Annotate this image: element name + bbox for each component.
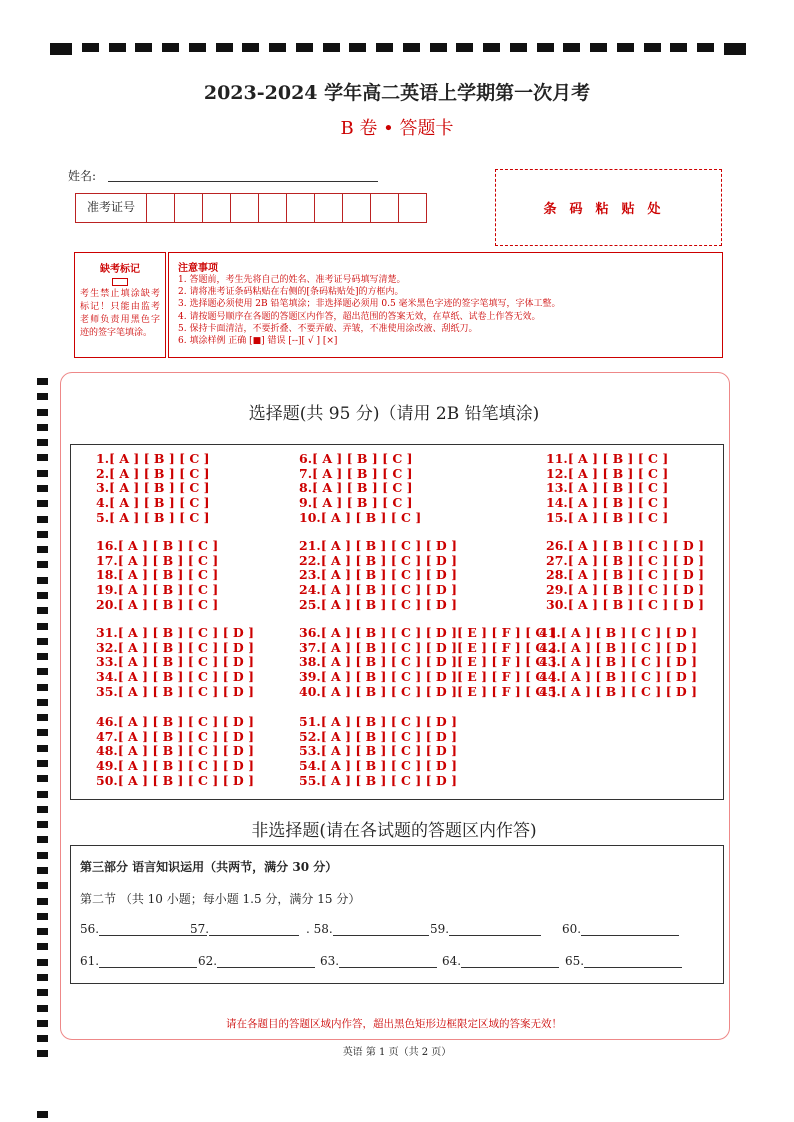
timing-mark: [510, 43, 527, 52]
timing-mark: [37, 867, 48, 874]
timing-mark: [644, 43, 661, 52]
timing-mark: [37, 516, 48, 523]
left-timing-marks: [37, 378, 48, 1058]
timing-mark: [617, 43, 634, 52]
choice-item[interactable]: 46.[ A ] [ B ] [ C ] [ D ]: [96, 714, 254, 729]
choice-item[interactable]: 38.[ A ] [ B ] [ C ] [ D ][ E ] [ F ] [ G ]: [299, 654, 557, 670]
timing-mark: [37, 531, 48, 538]
name-field[interactable]: [108, 181, 378, 182]
choice-section-title: 选择题(共 95 分)（请用 2B 铅笔填涂): [248, 404, 540, 424]
answer-blank[interactable]: [430, 922, 541, 936]
choice-item[interactable]: 2.[ A ] [ B ] [ C ]: [96, 465, 210, 481]
choice-item[interactable]: 50.[ A ] [ B ] [ C ] [ D ]: [96, 772, 254, 788]
top-timing-marks: [50, 43, 746, 55]
timing-mark: [37, 623, 48, 630]
timing-mark: [82, 43, 99, 52]
exam-number-cell[interactable]: [175, 194, 203, 222]
timing-mark: [37, 775, 48, 782]
timing-mark: [269, 43, 286, 52]
exam-number-cell[interactable]: [203, 194, 231, 222]
timing-mark: [37, 561, 48, 568]
blank-number: 65.: [565, 954, 585, 968]
blank-number: 60.: [562, 922, 582, 936]
timing-mark: [37, 745, 48, 752]
absent-checkbox[interactable]: [112, 278, 128, 286]
choice-item[interactable]: 49.[ A ] [ B ] [ C ] [ D ]: [96, 758, 254, 774]
page-title: 2023-2024 学年高二英语上学期第一次月考: [203, 82, 591, 104]
timing-mark: [376, 43, 393, 52]
choice-item[interactable]: 43.[ A ] [ B ] [ C ] [ D ]: [539, 654, 697, 670]
choice-item[interactable]: 18.[ A ] [ B ] [ C ]: [96, 567, 219, 583]
choice-item[interactable]: 1.[ A ] [ B ] [ C ]: [96, 451, 210, 466]
timing-mark: [37, 393, 48, 400]
timing-mark: [37, 454, 48, 461]
choice-item[interactable]: 52.[ A ] [ B ] [ C ] [ D ]: [299, 728, 457, 744]
blank-line[interactable]: [339, 955, 437, 968]
timing-mark: [37, 882, 48, 889]
choice-item[interactable]: 30.[ A ] [ B ] [ C ] [ D ]: [546, 596, 704, 612]
timing-mark: [37, 943, 48, 950]
choice-item[interactable]: 31.[ A ] [ B ] [ C ] [ D ]: [96, 625, 254, 640]
page-subtitle: B 卷 • 答题卡: [340, 118, 454, 139]
absent-title: 缺考标记: [100, 264, 140, 275]
absent-mark-box: [74, 252, 166, 358]
choice-item[interactable]: 24.[ A ] [ B ] [ C ] [ D ]: [299, 582, 457, 598]
timing-mark: [37, 500, 48, 507]
choice-item[interactable]: 42.[ A ] [ B ] [ C ] [ D ]: [539, 639, 697, 655]
choice-group: [546, 539, 704, 613]
choice-item[interactable]: 16.[ A ] [ B ] [ C ]: [96, 538, 219, 553]
blank-number: 56.: [80, 922, 100, 936]
answer-blank[interactable]: [198, 954, 315, 968]
choice-item[interactable]: 34.[ A ] [ B ] [ C ] [ D ]: [96, 669, 254, 685]
timing-mark: [189, 43, 206, 52]
note-item: 3. 选择题必须使用 2B 铅笔填涂；非选择题必须用 0.5 毫米黑色字迹的签字笔填写，字体工整。: [178, 299, 561, 310]
timing-mark: [563, 43, 580, 52]
answer-blank[interactable]: [562, 922, 679, 936]
answer-blank[interactable]: [190, 922, 299, 936]
choice-group: [96, 452, 210, 526]
choice-item[interactable]: 33.[ A ] [ B ] [ C ] [ D ]: [96, 654, 254, 670]
timing-mark: [37, 714, 48, 721]
choice-item[interactable]: 22.[ A ] [ B ] [ C ] [ D ]: [299, 552, 457, 568]
timing-mark: [37, 699, 48, 706]
timing-mark: [216, 43, 233, 52]
blank-line[interactable]: [581, 923, 679, 936]
exam-number-label: 准考证号: [76, 194, 147, 222]
answer-blank[interactable]: [442, 954, 559, 968]
timing-mark: [37, 821, 48, 828]
choice-item[interactable]: 36.[ A ] [ B ] [ C ] [ D ][ E ] [ F ] [ G ]: [299, 625, 557, 640]
exam-number-cell[interactable]: [231, 194, 259, 222]
timing-mark: [483, 43, 500, 52]
answer-blank[interactable]: [306, 922, 429, 936]
choice-item[interactable]: 55.[ A ] [ B ] [ C ] [ D ]: [299, 772, 457, 788]
timing-mark: [135, 43, 152, 52]
choice-group: [96, 626, 254, 700]
note-item: 6. 填涂样例 正确 [■] 错误 [--][ √ ] [×]: [178, 336, 338, 347]
timing-mark: [37, 378, 48, 385]
blank-number: 64.: [442, 954, 462, 968]
blank-number: . 58.: [306, 922, 333, 936]
choice-item[interactable]: 6.[ A ] [ B ] [ C ]: [299, 451, 413, 466]
timing-mark: [37, 668, 48, 675]
notes-title: 注意事项: [178, 263, 218, 274]
choice-item[interactable]: 53.[ A ] [ B ] [ C ] [ D ]: [299, 743, 457, 759]
choice-item[interactable]: 28.[ A ] [ B ] [ C ] [ D ]: [546, 567, 704, 583]
exam-number-cell[interactable]: [343, 194, 371, 222]
timing-mark: [37, 791, 48, 798]
choice-item[interactable]: 35.[ A ] [ B ] [ C ] [ D ]: [96, 683, 254, 699]
choice-item[interactable]: 32.[ A ] [ B ] [ C ] [ D ]: [96, 639, 254, 655]
choice-item[interactable]: 12.[ A ] [ B ] [ C ]: [546, 465, 669, 481]
timing-mark: [37, 989, 48, 996]
note-item: 1. 答题前，考生先将自己的姓名、准考证号码填写清楚。: [178, 275, 406, 285]
bottom-timing-mark: [37, 1111, 48, 1118]
choice-item[interactable]: 48.[ A ] [ B ] [ C ] [ D ]: [96, 743, 254, 759]
timing-mark: [37, 729, 48, 736]
timing-mark: [37, 928, 48, 935]
blank-number: 61.: [80, 954, 100, 968]
timing-mark: [37, 913, 48, 920]
timing-mark: [50, 43, 72, 55]
choice-item[interactable]: 25.[ A ] [ B ] [ C ] [ D ]: [299, 596, 457, 612]
blank-line[interactable]: [449, 923, 541, 936]
timing-mark: [724, 43, 746, 55]
answer-blank[interactable]: [320, 954, 437, 968]
choice-item[interactable]: 44.[ A ] [ B ] [ C ] [ D ]: [539, 669, 697, 685]
blank-number: 62.: [198, 954, 218, 968]
choice-item[interactable]: 11.[ A ] [ B ] [ C ]: [546, 451, 669, 466]
exam-number-cell[interactable]: [287, 194, 315, 222]
timing-mark: [37, 974, 48, 981]
blank-line[interactable]: [217, 955, 315, 968]
timing-mark: [37, 653, 48, 660]
choice-item[interactable]: 14.[ A ] [ B ] [ C ]: [546, 495, 669, 511]
exam-number-cell[interactable]: [147, 194, 175, 222]
timing-mark: [37, 684, 48, 691]
choice-group: [539, 626, 697, 700]
timing-mark: [37, 424, 48, 431]
choice-group: [299, 626, 556, 700]
choice-group: [96, 715, 254, 789]
timing-mark: [349, 43, 366, 52]
timing-mark: [37, 1035, 48, 1042]
choice-item[interactable]: 17.[ A ] [ B ] [ C ]: [96, 552, 219, 568]
blank-number: 63.: [320, 954, 340, 968]
choice-item[interactable]: 40.[ A ] [ B ] [ C ] [ D ][ E ] [ F ] [ G ]: [299, 683, 557, 699]
timing-mark: [242, 43, 259, 52]
choice-item[interactable]: 23.[ A ] [ B ] [ C ] [ D ]: [299, 567, 457, 583]
name-label: 姓名:: [68, 169, 97, 183]
choice-group: [96, 539, 218, 613]
choice-item[interactable]: 3.[ A ] [ B ] [ C ]: [96, 480, 210, 496]
timing-mark: [109, 43, 126, 52]
answer-blank-row: [80, 954, 710, 970]
exam-number-cell[interactable]: [399, 194, 426, 222]
blank-line[interactable]: [584, 955, 682, 968]
choice-item[interactable]: 4.[ A ] [ B ] [ C ]: [96, 495, 210, 511]
timing-mark: [37, 546, 48, 553]
timing-mark: [37, 470, 48, 477]
choice-group: [299, 539, 457, 613]
timing-mark: [670, 43, 687, 52]
timing-mark: [37, 485, 48, 492]
nonchoice-section-title: 非选择题(请在各试题的答题区内作答): [251, 821, 537, 841]
choice-item[interactable]: 41.[ A ] [ B ] [ C ] [ D ]: [539, 625, 697, 640]
choice-answer-box: [70, 444, 724, 800]
choice-item[interactable]: 5.[ A ] [ B ] [ C ]: [96, 509, 210, 525]
note-item: 4. 请按题号顺序在各题的答题区内作答，超出范围的答案无效，在草纸、试卷上作答无效。: [178, 311, 541, 322]
choice-item[interactable]: 15.[ A ] [ B ] [ C ]: [546, 509, 669, 525]
timing-mark: [37, 592, 48, 599]
timing-mark: [697, 43, 714, 52]
timing-mark: [37, 607, 48, 614]
timing-mark: [37, 439, 48, 446]
timing-mark: [37, 898, 48, 905]
choice-item[interactable]: 45.[ A ] [ B ] [ C ] [ D ]: [539, 683, 697, 699]
note-item: 5. 保持卡面清洁，不要折叠、不要弄破、弄皱，不准使用涂改液、刮纸刀。: [178, 323, 478, 334]
blank-line[interactable]: [99, 955, 197, 968]
choice-item[interactable]: 47.[ A ] [ B ] [ C ] [ D ]: [96, 728, 254, 744]
timing-mark: [37, 959, 48, 966]
note-item: 2. 请将准考证条码粘贴在右侧的[条码粘贴处]的方框内。: [178, 287, 404, 298]
blank-number: 59.: [430, 922, 450, 936]
blank-line[interactable]: [209, 923, 299, 936]
blank-line[interactable]: [461, 955, 559, 968]
blank-number: 57.: [190, 922, 210, 936]
choice-item[interactable]: 10.[ A ] [ B ] [ C ]: [299, 509, 422, 525]
choice-item[interactable]: 29.[ A ] [ B ] [ C ] [ D ]: [546, 582, 704, 598]
absent-text: 考生禁止填涂缺考标记！只能由监考老师负责用黑色字迹的签字笔填涂。: [80, 289, 160, 338]
timing-mark: [430, 43, 447, 52]
timing-mark: [37, 836, 48, 843]
timing-mark: [37, 806, 48, 813]
choice-item[interactable]: 8.[ A ] [ B ] [ C ]: [299, 480, 413, 496]
timing-mark: [37, 1005, 48, 1012]
part-title: 第三部分 语言知识运用（共两节，满分 30 分）: [80, 860, 338, 874]
timing-mark: [296, 43, 313, 52]
timing-mark: [590, 43, 607, 52]
timing-mark: [37, 1020, 48, 1027]
timing-mark: [456, 43, 473, 52]
timing-mark: [37, 852, 48, 859]
choice-group: [299, 715, 457, 789]
section-title: 第二节 （共 10 小题；每小题 1.5 分，满分 15 分）: [80, 892, 361, 906]
timing-mark: [403, 43, 420, 52]
timing-mark: [37, 409, 48, 416]
notes-box: [168, 252, 723, 358]
choice-group: [299, 452, 421, 526]
answer-blank[interactable]: [80, 922, 210, 936]
choice-item[interactable]: 27.[ A ] [ B ] [ C ] [ D ]: [546, 552, 704, 568]
choice-item[interactable]: 21.[ A ] [ B ] [ C ] [ D ]: [299, 538, 457, 553]
choice-item[interactable]: 26.[ A ] [ B ] [ C ] [ D ]: [546, 538, 704, 553]
exam-number-cell[interactable]: [259, 194, 287, 222]
timing-mark: [162, 43, 179, 52]
blank-line[interactable]: [333, 923, 429, 936]
timing-mark: [323, 43, 340, 52]
choice-item[interactable]: 20.[ A ] [ B ] [ C ]: [96, 596, 219, 612]
choice-item[interactable]: 7.[ A ] [ B ] [ C ]: [299, 465, 413, 481]
choice-item[interactable]: 13.[ A ] [ B ] [ C ]: [546, 480, 669, 496]
warning-text: 请在各题目的答题区域内作答，超出黑色矩形边框限定区域的答案无效！: [226, 1018, 562, 1030]
page-footer: 英语 第 1 页（共 2 页）: [342, 1047, 452, 1058]
timing-mark: [537, 43, 554, 52]
choice-item[interactable]: 54.[ A ] [ B ] [ C ] [ D ]: [299, 758, 457, 774]
answer-blank-row: [80, 922, 710, 938]
answer-blank[interactable]: [80, 954, 197, 968]
choice-item[interactable]: 19.[ A ] [ B ] [ C ]: [96, 582, 219, 598]
exam-number-cell[interactable]: [371, 194, 399, 222]
choice-item[interactable]: 39.[ A ] [ B ] [ C ] [ D ][ E ] [ F ] [ G ]: [299, 669, 557, 685]
timing-mark: [37, 638, 48, 645]
answer-blank[interactable]: [565, 954, 682, 968]
exam-number-cell[interactable]: [315, 194, 343, 222]
exam-number-grid: [75, 193, 427, 223]
choice-item[interactable]: 37.[ A ] [ B ] [ C ] [ D ][ E ] [ F ] [ G ]: [299, 639, 557, 655]
choice-item[interactable]: 51.[ A ] [ B ] [ C ] [ D ]: [299, 714, 457, 729]
choice-item[interactable]: 9.[ A ] [ B ] [ C ]: [299, 495, 413, 511]
timing-mark: [37, 577, 48, 584]
barcode-area: 条码粘贴处: [495, 169, 722, 246]
choice-group: [546, 452, 668, 526]
timing-mark: [37, 760, 48, 767]
